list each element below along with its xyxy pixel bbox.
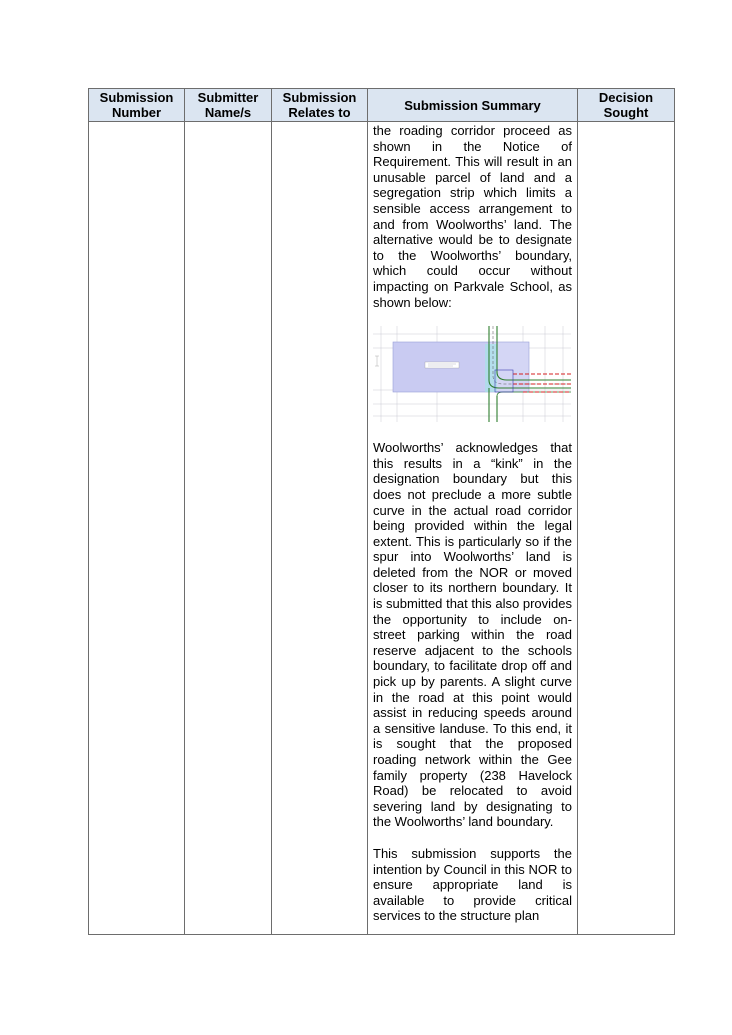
header-relates-line2: Relates to [288, 105, 351, 120]
header-submission-number-line2: Number [111, 105, 162, 120]
summary-text [368, 122, 577, 924]
cell-relates-to [272, 122, 368, 935]
header-summary-label: Submission Summary [404, 97, 541, 113]
submission-table [88, 88, 675, 935]
site-plan-drawing [373, 326, 571, 422]
summary-paragraph-3: This submission supports the intention by Council in this NOR to ensure appropriate land is available to provide critical services to the structure plan [373, 845, 572, 924]
header-submitter-line1: Submitter [197, 90, 259, 105]
header-submitter-line2: Name/s [204, 105, 252, 120]
table-row [89, 122, 675, 935]
summary-paragraph-1: the roading corridor proceed as shown in the Notice of Requirement. This will result in an unusable parcel of land and a segregation strip which limits a sensible access arrangement to and from Woolworths’ land. The alternative would be to designate to the Woolworths’ boundary, which could occur without impacting on Parkvale School, as shown below: [373, 123, 572, 310]
summary-paragraph-2: Woolworths’ acknowledges that this results in a “kink” in the designation boundary but this does not preclude a more subtle curve in the actual road corridor being provided within the legal extent. This is particularly so if the spur into Woolworths’ land is deleted from the NOR or moved closer to its northern boundary. It is submitted that this also provides the opportunity to include on-street parking within the road reserve adjacent to the schools boundary, to facilitate drop off and pick up by parents. A slight curve in the road at this point would assist in reducing speeds around a sensitive landuse. To this end, it is sought that the proposed roading network within the Gee family property (238 Havelock Road) be relocated to avoid severing land by designating to the Woolworths’ land boundary. [373, 440, 572, 830]
header-submission-summary [368, 89, 578, 122]
header-decision-line2: Sought [603, 105, 649, 120]
site-plan-image [373, 326, 572, 422]
cell-submission-number [89, 122, 185, 935]
header-submission-number [89, 89, 185, 122]
header-relates-line1: Submission [282, 90, 357, 105]
header-row [89, 89, 675, 122]
header-submission-relates-to [272, 89, 368, 122]
header-submission-number-line1: Submission [99, 90, 174, 105]
header-decision-line1: Decision [598, 90, 654, 105]
cell-submitter-names [185, 122, 272, 935]
cell-decision-sought [578, 122, 675, 935]
header-submitter-names [185, 89, 272, 122]
cell-submission-summary [368, 122, 578, 935]
header-decision-sought [578, 89, 675, 122]
